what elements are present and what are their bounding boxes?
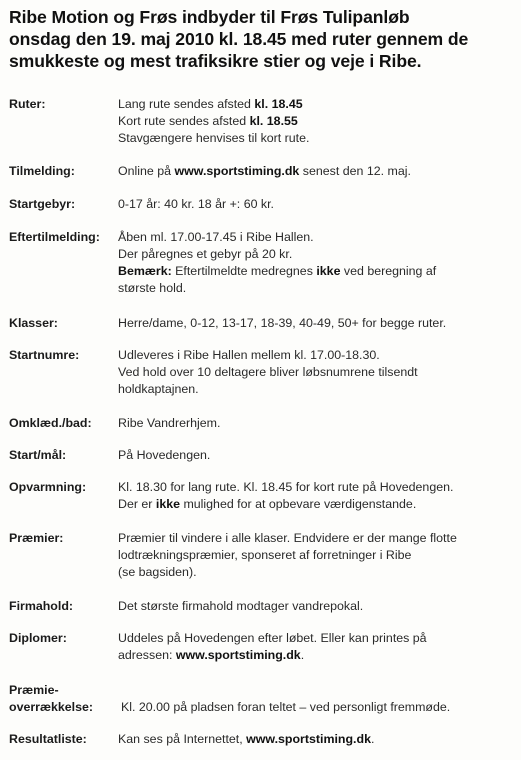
flyer-heading <box>9 6 514 72</box>
section-value <box>118 479 513 513</box>
section-label: Startgebyr: <box>9 197 76 211</box>
section-label: Præmier: <box>9 531 64 545</box>
section-value <box>121 699 516 716</box>
section-label <box>9 682 93 716</box>
eftertilmelding-note-post: ved beregning af <box>340 264 437 278</box>
tilmelding-post: senest den 12. maj. <box>299 164 411 178</box>
section-value <box>118 731 513 748</box>
eftertilmelding-note-label: Bemærk: <box>118 264 172 278</box>
diplomer-link: www.sportstiming.dk <box>175 648 301 662</box>
section-label: Resultatliste: <box>9 732 87 746</box>
section-value <box>118 530 513 581</box>
section-label: Startnumre: <box>9 348 80 362</box>
eftertilmelding-line-4: største hold. <box>118 281 187 295</box>
section-label: Tilmelding: <box>9 164 75 178</box>
section-value <box>118 229 513 297</box>
heading-line-1: Ribe Motion og Frøs indbyder til Frøs Tulipanløb <box>9 7 410 27</box>
opvarmning-pre: Der er <box>118 497 156 511</box>
section-label: Ruter: <box>9 97 46 111</box>
section-label: Omklæd./bad: <box>9 416 92 430</box>
omklaed-text: Ribe Vandrerhjem. <box>118 416 221 430</box>
eftertilmelding-line-1: Åben ml. 17.00-17.45 i Ribe Hallen. <box>118 230 314 244</box>
opvarmning-line-1: Kl. 18.30 for lang rute. Kl. 18.45 for kort rute på Hovedengen. <box>118 480 454 494</box>
startmaal-text: På Hovedengen. <box>118 448 211 462</box>
opvarmning-emph: ikke <box>155 497 180 511</box>
section-value <box>118 598 513 615</box>
ruter-short-time: kl. 18.55 <box>249 114 298 128</box>
heading-line-3: smukkeste og mest trafiksikre stier og veje i Ribe. <box>9 51 422 71</box>
section-value <box>118 447 513 464</box>
praemier-line-3: (se bagsiden). <box>118 565 197 579</box>
section-label: Firmahold: <box>9 599 74 613</box>
resultatliste-pre: Kan ses på Internettet, <box>118 732 247 746</box>
firmahold-text: Det største firmahold modtager vandrepokal. <box>118 599 364 613</box>
section-label: Klasser: <box>9 316 58 330</box>
ruter-line-3: Stavgængere henvises til kort rute. <box>118 131 310 145</box>
ruter-line-2-text: Kort rute sendes afsted <box>118 114 250 128</box>
diplomer-line-1: Uddeles på Hovedengen efter løbet. Eller kan printes på <box>118 631 427 645</box>
section-label-line-2: overrækkelse: <box>9 700 94 714</box>
ruter-line-1-text: Lang rute sendes afsted <box>118 97 255 111</box>
section-value <box>118 315 513 332</box>
resultatliste-post: . <box>370 732 375 746</box>
praemieoverrakkelse-text: Kl. 20.00 på pladsen foran teltet – ved personligt fremmøde. <box>121 700 451 714</box>
eftertilmelding-note-pre: Eftertilmeldte medregnes <box>171 264 317 278</box>
ruter-long-time: kl. 18.45 <box>254 97 303 111</box>
section-label: Eftertilmelding: <box>9 230 100 244</box>
section-value <box>118 96 513 147</box>
opvarmning-post: mulighed for at opbevare værdigenstande. <box>180 497 417 511</box>
section-value <box>118 196 513 213</box>
tilmelding-pre: Online på <box>118 164 175 178</box>
praemier-line-1: Præmier til vindere i alle klaser. Endvidere er der mange flotte <box>118 531 457 545</box>
startgebyr-text: 0-17 år: 40 kr. 18 år +: 60 kr. <box>118 197 275 211</box>
heading-line-2: onsdag den 19. maj 2010 kl. 18.45 med ruter gennem de <box>9 29 469 49</box>
section-label: Start/mål: <box>9 448 67 462</box>
startnumre-line-1: Udleveres i Ribe Hallen mellem kl. 17.00-18.30. <box>118 348 380 362</box>
startnumre-line-2: Ved hold over 10 deltagere bliver løbsnumrene tilsendt <box>118 365 418 379</box>
startnumre-line-3: holdkaptajnen. <box>118 382 199 396</box>
eftertilmelding-note-emph: ikke <box>316 264 341 278</box>
diplomer-pre: adressen: <box>118 648 176 662</box>
section-value <box>118 630 513 664</box>
section-value <box>118 163 513 180</box>
section-value <box>118 415 513 432</box>
eftertilmelding-line-2: Der påregnes et gebyr på 20 kr. <box>118 247 293 261</box>
diplomer-post: . <box>300 648 305 662</box>
tilmelding-link: www.sportstiming.dk <box>174 164 300 178</box>
section-label-line-1: Præmie- <box>9 683 59 697</box>
section-value <box>118 347 513 398</box>
klasser-text: Herre/dame, 0-12, 13-17, 18-39, 40-49, 50+ for begge ruter. <box>118 316 447 330</box>
section-label: Diplomer: <box>9 631 67 645</box>
section-label: Opvarmning: <box>9 480 87 494</box>
praemier-line-2: lodtrækningspræmier, sponseret af forretninger i Ribe <box>118 548 412 562</box>
resultatliste-link: www.sportstiming.dk <box>246 732 371 746</box>
